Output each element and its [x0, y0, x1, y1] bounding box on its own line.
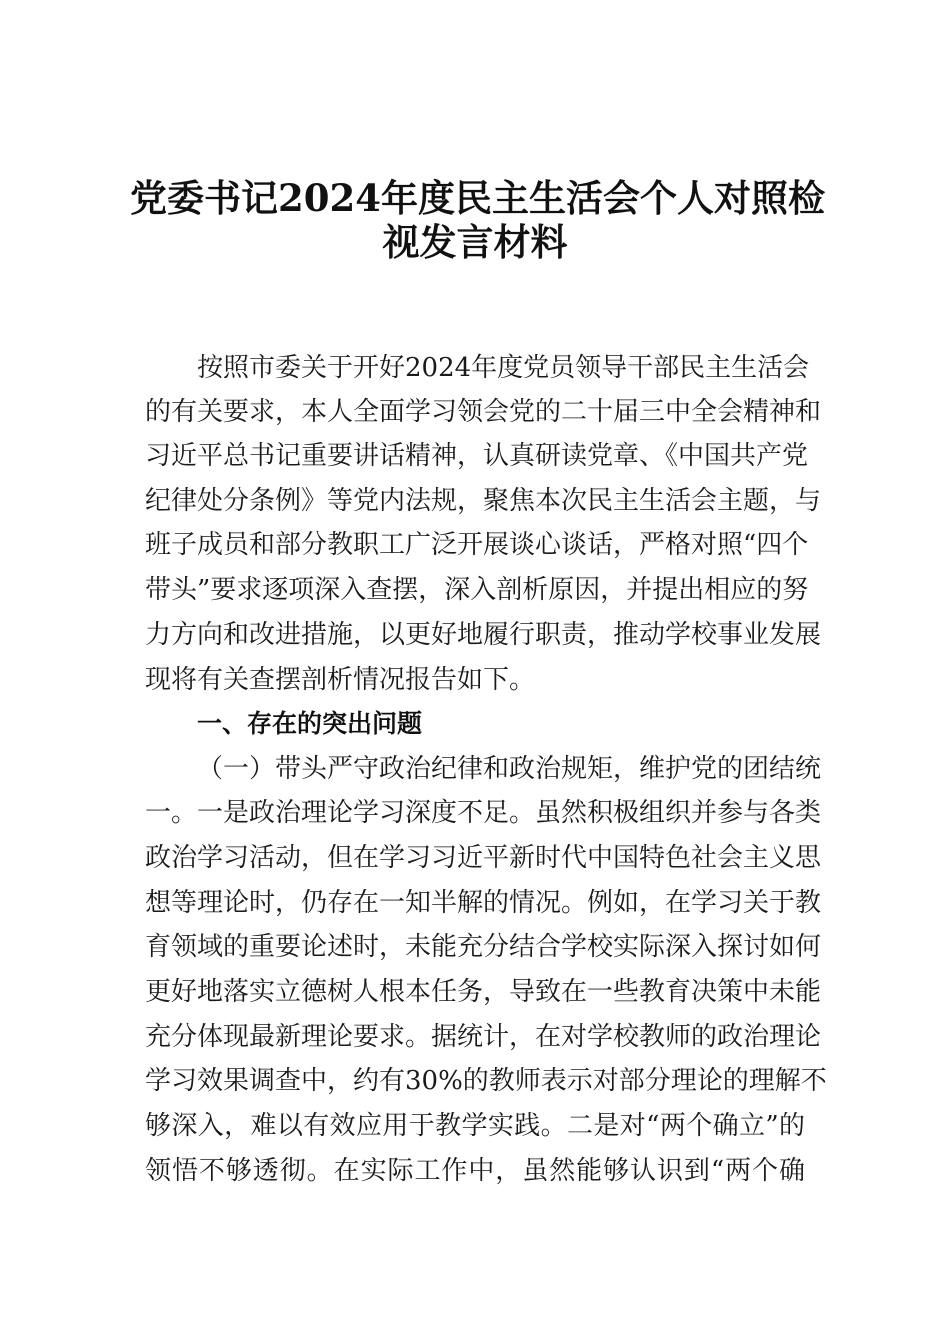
- intro-line: 习近平总书记重要讲话精神，认真研读党章、《中国共产党: [145, 441, 809, 471]
- body-line: 够深入，难以有效应用于教学实践。二是对“两个确立”的: [145, 1111, 805, 1141]
- body-line: 育领域的重要论述时，未能充分结合学校实际深入探讨如何: [145, 932, 822, 962]
- section-heading: 一、存在的突出问题: [197, 709, 423, 738]
- intro-line: 的有关要求，本人全面学习领会党的二十届三中全会精神和: [145, 397, 822, 427]
- body-line: 充分体现最新理论要求。据统计，在对学校教师的政治理论: [145, 1022, 822, 1052]
- intro-line: 现将有关查摆剖析情况报告如下。: [145, 665, 536, 695]
- intro-line: 力方向和改进措施，以更好地履行职责，推动学校事业发展: [145, 620, 822, 650]
- intro-line: 带头”要求逐项深入查摆，深入剖析原因，并提出相应的努: [145, 575, 809, 605]
- body-line: 一。一是政治理论学习深度不足。虽然积极组织并参与各类: [145, 798, 822, 828]
- body-line: 更好地落实立德树人根本任务，导致在一些教育决策中未能: [145, 977, 822, 1007]
- document-title-line-1: 党委书记2024年度民主生活会个人对照检: [130, 176, 825, 220]
- intro-line: 班子成员和部分教职工广泛开展谈心谈话，严格对照“四个: [145, 530, 809, 560]
- body-line: 想等理论时，仍存在一知半解的情况。例如，在学习关于教: [145, 888, 822, 918]
- body-line: （一）带头严守政治纪律和政治规矩，维护党的团结统: [197, 754, 822, 784]
- body-line: 政治学习活动，但在学习习近平新时代中国特色社会主义思: [145, 843, 822, 873]
- document-title-line-2: 视发言材料: [382, 220, 568, 264]
- intro-line: 纪律处分条例》等党内法规，聚焦本次民主生活会主题，与: [145, 486, 822, 516]
- intro-line: 按照市委关于开好2024年度党员领导干部民主生活会: [197, 353, 810, 383]
- body-line: 领悟不够透彻。在实际工作中，虽然能够认识到“两个确: [145, 1156, 805, 1186]
- body-line: 学习效果调查中，约有30%的教师表示对部分理论的理解不: [145, 1066, 827, 1096]
